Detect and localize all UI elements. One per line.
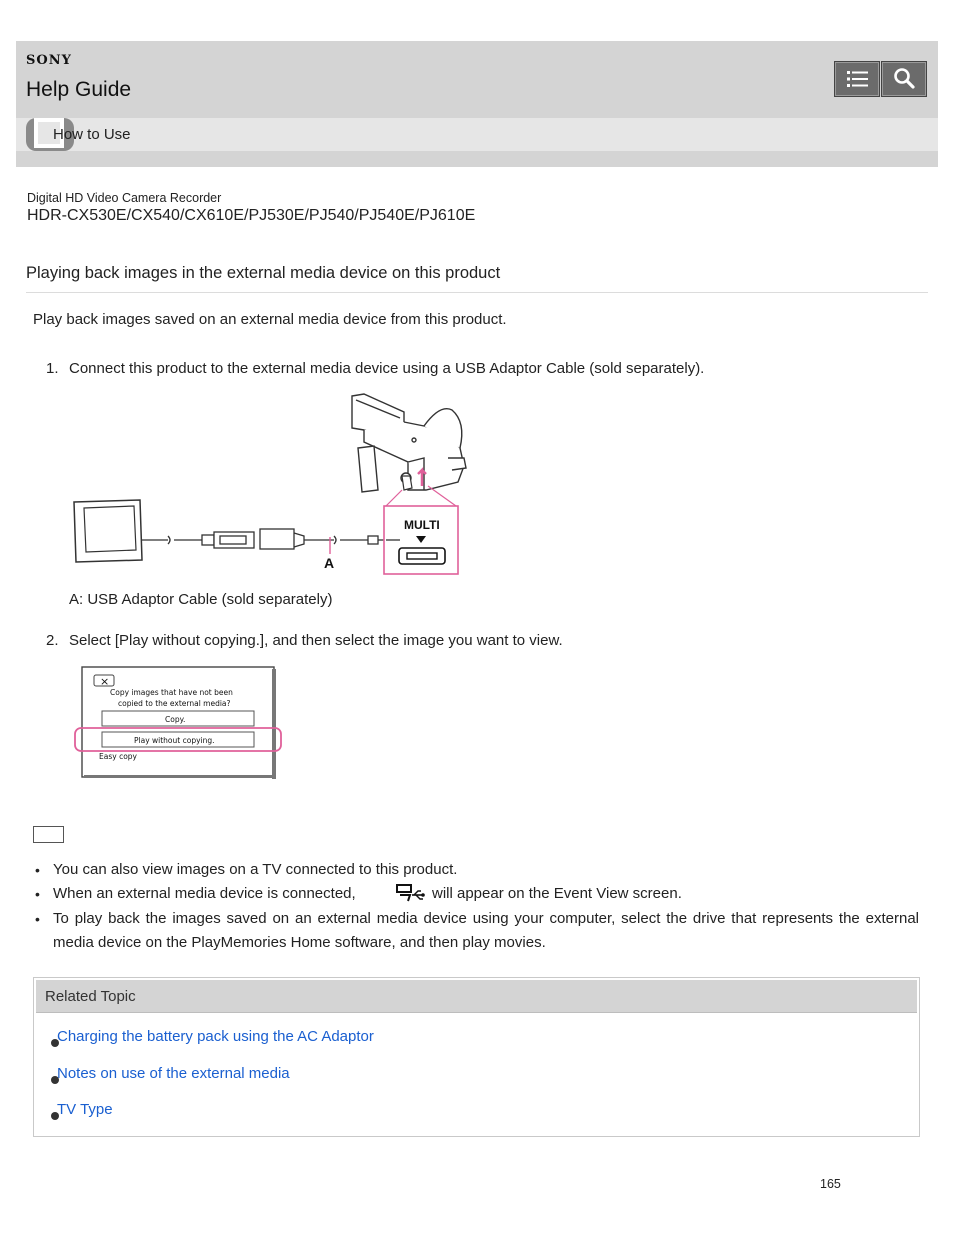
connection-illustration bbox=[68, 390, 468, 578]
step-text: Select [Play without copying.], and then select the image you want to view. bbox=[69, 632, 563, 649]
list-icon bbox=[835, 62, 879, 96]
related-topic-box bbox=[33, 977, 920, 1137]
dialog-prompt-line: copied to the external media? bbox=[118, 699, 231, 708]
zoom-line bbox=[386, 490, 402, 506]
play-button-label: Play without copying. bbox=[134, 736, 215, 745]
title-divider bbox=[26, 292, 928, 293]
note-item: To play back the images saved on an external media device using your computer, select the drive that represents the external media device on the PlayMemories Home software, and then play movies. bbox=[53, 910, 919, 951]
search-button[interactable] bbox=[881, 61, 927, 97]
menu-button[interactable] bbox=[834, 61, 880, 97]
external-media-icon bbox=[396, 883, 426, 903]
bullet: • bbox=[35, 862, 40, 878]
dialog-prompt-line: Copy images that have not been bbox=[110, 688, 233, 697]
brand-logo: SONY bbox=[26, 53, 72, 68]
hint-marker bbox=[33, 826, 64, 843]
header-bar bbox=[16, 41, 938, 118]
cable-plug bbox=[402, 476, 412, 490]
bullet: • bbox=[35, 911, 40, 927]
cable-label: A bbox=[324, 555, 335, 571]
note-item-continued: will appear on the Event View screen. bbox=[432, 885, 682, 902]
intro-text: Play back images saved on an external media device from this product. bbox=[33, 311, 507, 328]
page-title: Playing back images in the external media device on this product bbox=[26, 264, 501, 282]
screen-illustration bbox=[72, 665, 284, 779]
copy-button-label: Copy. bbox=[165, 715, 186, 724]
related-link-tv-type[interactable]: TV Type bbox=[57, 1101, 113, 1118]
port-slot bbox=[407, 553, 437, 559]
section-bar bbox=[16, 118, 938, 151]
search-icon bbox=[882, 62, 926, 96]
close-icon: × bbox=[100, 675, 110, 688]
note-item: When an external media device is connected, bbox=[53, 885, 356, 902]
product-models: HDR-CX530E/CX540/CX610E/PJ530E/PJ540/PJ540E/PJ610E bbox=[27, 207, 476, 224]
step-number: 1. bbox=[46, 360, 59, 377]
section-label[interactable]: How to Use bbox=[53, 126, 131, 143]
figure-caption: A: USB Adaptor Cable (sold separately) bbox=[69, 591, 333, 608]
zoom-line bbox=[428, 486, 456, 506]
easy-copy-label: Easy copy bbox=[99, 752, 137, 761]
screen-shadow bbox=[84, 775, 276, 778]
note-item: You can also view images on a TV connected to this product. bbox=[53, 861, 458, 878]
screen-shadow bbox=[272, 669, 276, 779]
related-link-external-media[interactable]: Notes on use of the external media bbox=[57, 1065, 290, 1082]
related-topic-header bbox=[36, 980, 917, 1013]
guide-title[interactable]: Help Guide bbox=[26, 78, 132, 101]
bullet: • bbox=[35, 886, 40, 902]
usb-cable bbox=[142, 529, 386, 549]
header-bottom-bar bbox=[16, 151, 938, 167]
product-category: Digital HD Video Camera Recorder bbox=[27, 191, 222, 205]
external-media-device bbox=[74, 500, 142, 562]
port-label: MULTI bbox=[404, 518, 440, 532]
step-text: Connect this product to the external media device using a USB Adaptor Cable (sold separately). bbox=[69, 360, 705, 377]
step-number: 2. bbox=[46, 632, 59, 649]
related-link-charging[interactable]: Charging the battery pack using the AC Adaptor bbox=[57, 1028, 374, 1045]
page-number: 165 bbox=[820, 1177, 841, 1191]
related-topic-title: Related Topic bbox=[45, 988, 136, 1005]
